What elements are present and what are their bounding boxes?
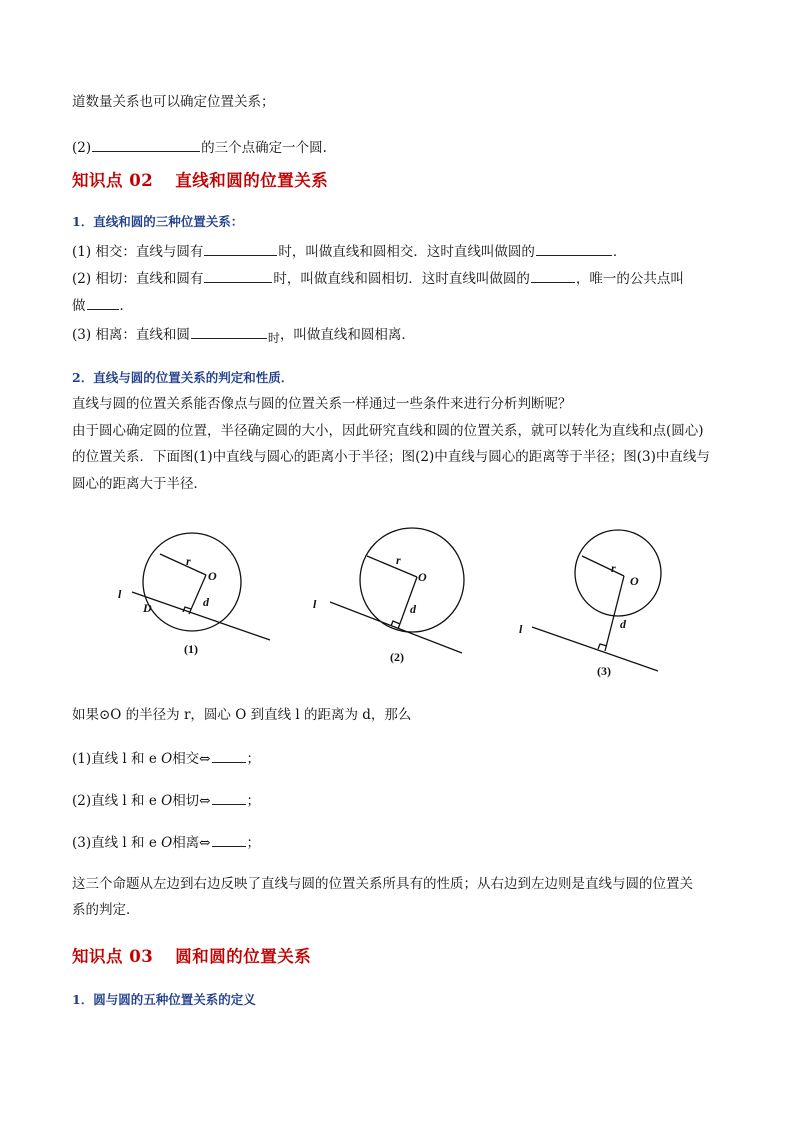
radius-r-1 bbox=[160, 554, 206, 575]
label-d: d bbox=[620, 617, 626, 631]
relation-row: (1)直线 l 和 e O相交⇔ ； bbox=[72, 748, 260, 769]
label-r: r bbox=[186, 554, 191, 568]
label-l: l bbox=[118, 587, 122, 601]
answer-blank[interactable] bbox=[531, 268, 575, 283]
section-heading-02: 知识点 02 直线和圆的位置关系 bbox=[72, 171, 329, 190]
answer-blank[interactable] bbox=[191, 324, 267, 339]
answer-blank[interactable] bbox=[204, 268, 272, 283]
paragraph: 系的判定． bbox=[72, 902, 140, 918]
right-angle-2 bbox=[391, 621, 400, 626]
paragraph: 这三个命题从左边到右边反映了直线与圆的位置关系所具有的性质；从右边到左边则是直线与圆的位置关 bbox=[72, 876, 693, 892]
radius-r-2 bbox=[367, 556, 417, 577]
answer-blank[interactable] bbox=[87, 295, 119, 310]
radius-r-3 bbox=[582, 556, 624, 576]
list-item: (3) 相离：直线和圆 时，叫做直线和圆相离． bbox=[72, 324, 415, 345]
paragraph: 由于圆心确定圆的位置，半径确定圆的大小，因此研究直线和圆的位置关系，就可以转化为直线和点(圆心) bbox=[72, 423, 704, 439]
circle-1 bbox=[143, 533, 241, 631]
label-O: O bbox=[418, 570, 427, 584]
answer-blank[interactable] bbox=[212, 790, 246, 805]
fill-in-line: (2) 的三个点确定一个圆. bbox=[72, 137, 327, 158]
section-heading-03: 知识点 03 圆和圆的位置关系 bbox=[72, 947, 312, 966]
relation-row: (2)直线 l 和 e O相切⇔ ； bbox=[72, 790, 260, 811]
list-item-cont: 做 ． bbox=[72, 295, 133, 316]
line-l-3 bbox=[532, 627, 658, 671]
label-r: r bbox=[611, 561, 616, 575]
answer-blank[interactable] bbox=[212, 832, 246, 847]
line-l-2 bbox=[330, 602, 462, 653]
figure-caption-1: (1) bbox=[184, 642, 198, 656]
text-line: 道数量关系也可以确定位置关系； bbox=[72, 94, 275, 110]
answer-blank[interactable] bbox=[536, 241, 612, 256]
label-l: l bbox=[519, 622, 523, 636]
relation-row: (3)直线 l 和 e O相离⇔ ； bbox=[72, 832, 260, 853]
line-circle-figure bbox=[100, 520, 680, 685]
paragraph: 直线与圆的位置关系能否像点与圆的位置关系一样通过一些条件来进行分析判断呢？ bbox=[72, 396, 572, 412]
paragraph: 的位置关系．下面图(1)中直线与圆心的距离小于半径；图(2)中直线与圆心的距离等于半径；图(3)中直线与 bbox=[72, 449, 710, 465]
circle-2 bbox=[360, 528, 464, 632]
subheading: 1．圆与圆的五种位置关系的定义 bbox=[72, 992, 256, 1007]
answer-blank[interactable] bbox=[212, 748, 246, 763]
label-d: d bbox=[410, 602, 416, 616]
condition-text: 如果⊙O 的半径为 r，圆心 O 到直线 l 的距离为 d，那么 bbox=[72, 707, 412, 723]
label-l: l bbox=[313, 597, 317, 611]
label-O: O bbox=[208, 569, 217, 583]
figure-caption-2: (2) bbox=[390, 650, 404, 664]
label-d: d bbox=[203, 595, 209, 609]
list-item: (2) 相切：直线和圆有 时，叫做直线和圆相切．这时直线叫做圆的 ，唯一的公共点叫 bbox=[72, 268, 684, 289]
subheading: 2．直线与圆的位置关系的判定和性质． bbox=[72, 370, 294, 385]
label-r: r bbox=[396, 553, 401, 567]
answer-blank[interactable] bbox=[204, 241, 277, 256]
list-item: (1) 相交：直线与圆有 时，叫做直线和圆相交．这时直线叫做圆的 ． bbox=[72, 241, 626, 262]
paragraph: 圆心的距离大于半径． bbox=[72, 476, 207, 492]
figure-caption-3: (3) bbox=[597, 664, 611, 678]
label-D: D bbox=[143, 601, 152, 615]
distance-d-3 bbox=[605, 576, 624, 651]
answer-blank[interactable] bbox=[92, 137, 200, 152]
label-O: O bbox=[630, 574, 639, 588]
subheading: 1．直线和圆的三种位置关系： bbox=[72, 214, 244, 229]
line-l-1 bbox=[132, 592, 270, 640]
